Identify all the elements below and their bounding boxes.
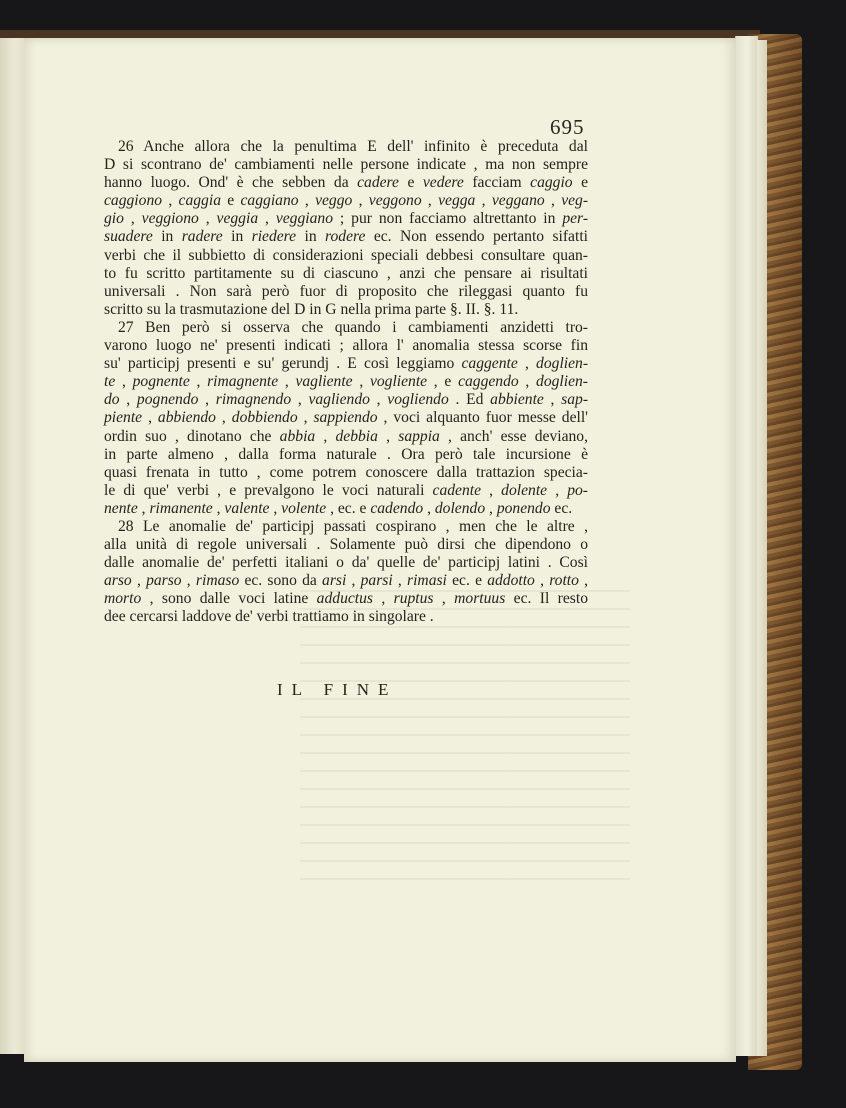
page-stack-edge-inner — [757, 40, 767, 1056]
book-top-edge — [0, 30, 760, 38]
text-line: do , pognendo , rimagnendo , vagliendo , vogliendo . Ed abbiente , sap- — [104, 391, 589, 409]
previous-page-edge — [0, 38, 25, 1054]
text-line: suadere in radere in riedere in rodere ec. Non essendo pertanto sifatti — [104, 228, 588, 246]
text-line: quasi frenata in tutto , come potrem conoscere dalla trattazion specia- — [104, 463, 588, 481]
closing-heading: IL FINE — [277, 680, 398, 699]
paragraph-1 — [104, 138, 588, 319]
text-line: dee cercarsi laddove de' verbi trattiamo in singolare . — [104, 608, 434, 626]
text-line: D si scontrano de' cambiamenti nelle persone indicate , ma non sempre — [104, 156, 588, 174]
text-line: dalle anomalie de' perfetti italiani o da' quelle de' participj latini . Così — [104, 554, 588, 572]
body-text — [104, 138, 588, 627]
text-line: universali . Non sarà però fuor di proposito che rileggasi quanto fu — [104, 282, 588, 300]
text-line: 27 Ben però si osserva che quando i cambiamenti anzidetti tro- — [118, 318, 588, 336]
text-line: varono luogo ne' presenti indicati ; allora l' anomalia stessa scorse fin — [104, 337, 588, 355]
text-line: hanno luogo. Ond' è che sebben da cadere e vedere facciam caggio e — [104, 174, 589, 192]
text-line: verbi che il subbietto di considerazioni speciali debbesi consultare quan- — [104, 246, 588, 264]
text-line: su' participj presenti e su' gerundj . E così leggiamo caggente , doglien- — [104, 355, 589, 373]
text-line: le di que' verbi , e prevalgono le voci naturali cadente , dolente , po- — [104, 481, 588, 499]
paragraph-3 — [104, 518, 588, 627]
text-line: caggiono , caggia e caggiano , veggo , veggono , vegga , veggano , veg- — [104, 192, 589, 210]
text-line: in parte almeno , dalla forma naturale . Ora però tale incursione è — [104, 445, 588, 463]
text-line: arso , parso , rimaso ec. sono da arsi , parsi , rimasi ec. e addotto , rotto , — [104, 572, 589, 590]
text-line: scritto su la trasmutazione del D in G nella prima parte §. II. §. 11. — [104, 300, 519, 318]
paragraph-2 — [104, 319, 588, 518]
text-line: 26 Anche allora che la penultima E dell' infinito è preceduta dal — [118, 138, 588, 155]
text-line: te , pognente , rimagnente , vagliente , vogliente , e caggendo , doglien- — [104, 373, 588, 391]
page-stack-edge — [735, 36, 758, 1056]
text-line: nente , rimanente , valente , volente , ec. e cadendo , dolendo , ponendo ec. — [104, 499, 573, 517]
text-line: 28 Le anomalie de' participj passati cospirano , men che le altre , — [118, 517, 588, 535]
text-line: to fu scritto partitamente su di ciascuno , anzi che pensare ai risultati — [104, 264, 588, 282]
text-line: alla unità di regole universali . Solamente può dirsi che dipendono o — [104, 536, 588, 554]
text-line: gio , veggiono , veggia , veggiano ; pur non facciamo altrettanto in per- — [104, 210, 589, 228]
text-line: piente , abbiendo , dobbiendo , sappiendo , voci alquanto fuor messe dell' — [104, 409, 588, 427]
text-line: morto , sono dalle voci latine adductus , ruptus , mortuus ec. Il resto — [104, 590, 588, 608]
text-line: ordin suo , dinotano che abbia , debbia , sappia , anch' esse deviano, — [104, 427, 589, 445]
show-through-text — [300, 590, 630, 890]
page-number: 695 — [550, 115, 585, 139]
